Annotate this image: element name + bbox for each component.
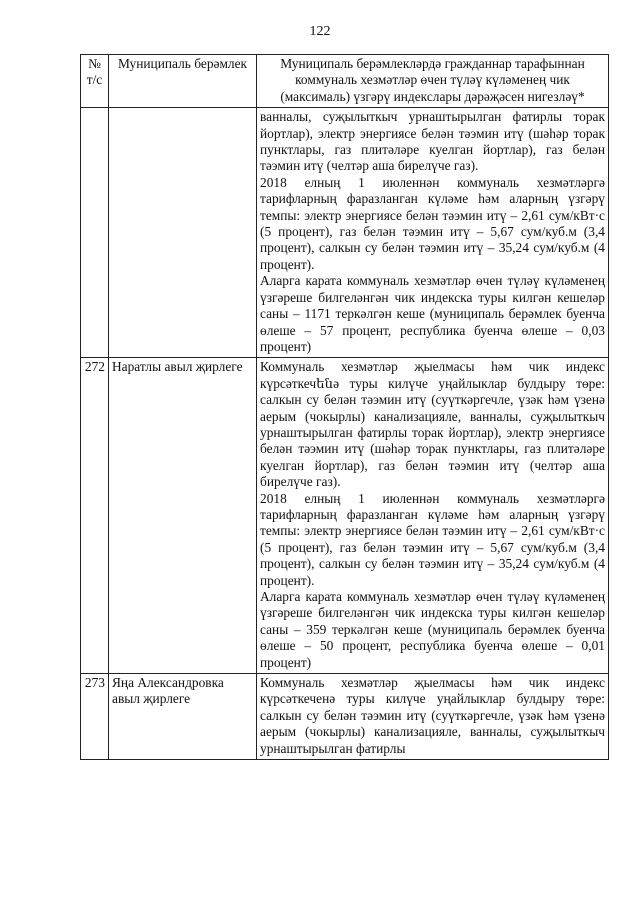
municipal-index-table: [80, 54, 609, 760]
row-municipality: [109, 108, 257, 358]
table-row: [81, 108, 609, 358]
row-number: 272: [81, 358, 109, 674]
description-paragraph: Коммуналь хезмәтләр җыелмасы һәм чик индекс күрсәткеченә туры килүче уңайлыклар булдыру төре: салкын су белән тәэмин итү (суүткәргечле, үзәк һәм үзенә аерым (чокырлы) канализацияле, ванналы, суҗылыткыч урнаштырылган фатирлы: [260, 675, 605, 756]
header-number: № т/с: [81, 55, 109, 108]
row-description: [257, 674, 609, 760]
row-number: [81, 108, 109, 358]
table-header-row: [81, 55, 609, 108]
description-paragraph: 2018 елның 1 июленнән коммуналь хезмәтләргә тарифларның фаразланган күләме һәм аларның үзгәрү темпы: электр энергиясе белән тәэмин итү – 2,61 сум/кВт·с (5 процент), газ белән тәэмин итү – 5,67 сум/куб.м (3,4 процент), салкын су белән тәэмин итү – 35,24 сум/куб.м (4 процент).: [260, 174, 605, 272]
row-description: [257, 108, 609, 358]
row-municipality: Наратлы авыл җирлеге: [109, 358, 257, 674]
description-paragraph: Коммуналь хезмәтләр җыелмасы һәм чик индекс күрсәткечենә туры килүче уңайлыклар булдыру төре: салкын су белән тәэмин итү (суүткәргечле, үзәк һәм үзенә аерым (чокырлы) канализацияле, ванналы, суҗылыткыч урнаштырылган фатирлы торак йортлар), электр энергиясе белән тәэмин итү (шәһәр торак пунктлары, газ плитәләре куелган йортлар), газ белән тәэмин итү (челтәр аша бирелүче газ).: [260, 359, 605, 490]
page-number: 122: [309, 24, 331, 39]
row-municipality: Яңа Александровка авыл җирлеге: [109, 674, 257, 760]
description-paragraph: Аларга карата коммуналь хезмәтләр өчен түләү күләменең үзгәреше билгеләнгән чик индекска туры килгән кешеләр саны – 359 теркәлгән кеше (муниципаль берәмлек буенча өлеше – 50 процент, республика буенча өлеше – 0,01 процент): [260, 589, 605, 670]
description-paragraph: 2018 елның 1 июленнән коммуналь хезмәтләргә тарифларның фаразланган күләме һәм аларның үзгәрү темпы: электр энергиясе белән тәэмин итү – 2,61 сум/кВт·с (5 процент), газ белән тәэмин итү – 5,67 сум/куб.м (3,4 процент), салкын су белән тәэмин итү – 35,24 сум/куб.м (4 процент).: [260, 490, 605, 588]
row-number: 273: [81, 674, 109, 760]
description-paragraph: ванналы, суҗылыткыч урнаштырылган фатирлы торак йортлар), электр энергиясе белән тәэмин итү (шәһәр торак пунктлары, газ плитәләре куелган йортлар), газ белән тәэмин итү (челтәр аша бирелүче газ).: [260, 109, 605, 174]
description-paragraph: Аларга карата коммуналь хезмәтләр өчен түләү күләменең үзгәреше билгеләнгән чик индекска туры килгән кешеләр саны – 1171 теркәлгән кеше (муниципаль берәмлек буенча өлеше – 57 процент, республика буенча өлеше – 0,03 процент): [260, 273, 605, 354]
header-description: Муниципаль берәмлекләрдә гражданнар тарафыннан коммуналь хезмәтләр өчен түләү күләменең чик (максималь) үзгәрү индекслары дәрәҗәсен нигезләү*: [257, 55, 609, 108]
header-municipality: Муниципаль берәмлек: [109, 55, 257, 108]
table-row: [81, 674, 609, 760]
row-description: [257, 358, 609, 674]
table-row: [81, 358, 609, 674]
